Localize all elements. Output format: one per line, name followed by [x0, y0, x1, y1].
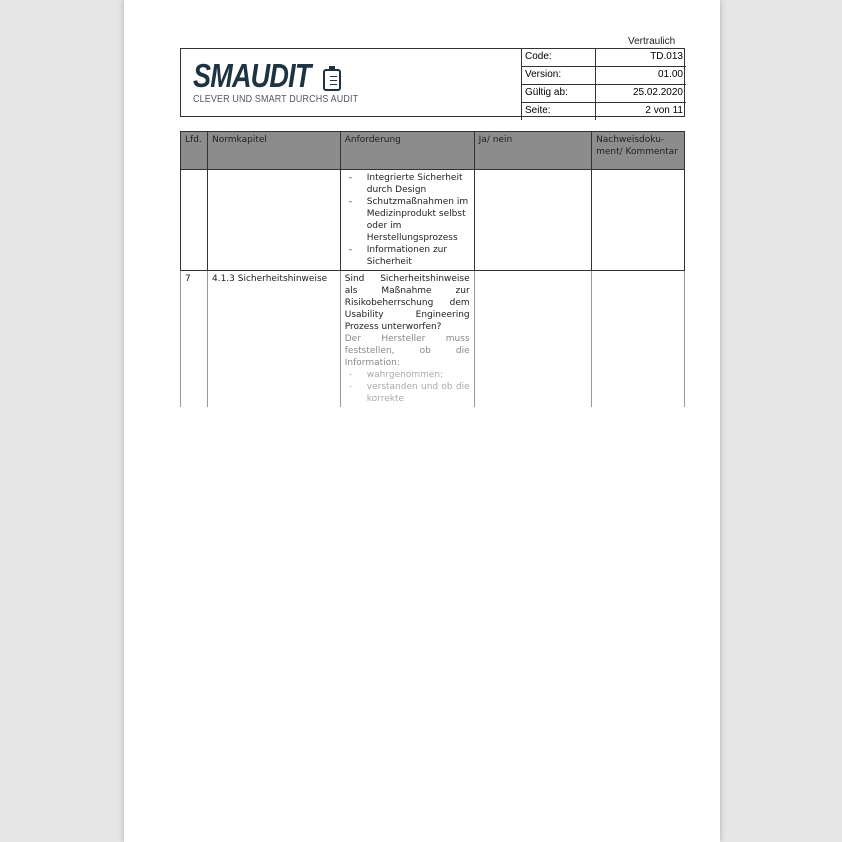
row-number: 7 [181, 271, 208, 408]
logo-tagline: CLEVER UND SMART DURCHS AUDIT [193, 93, 359, 105]
header-cell: Nachweisdoku-ment/ Kommentar [592, 132, 685, 170]
requirement-text: Der Hersteller muss feststellen, ob die Information: [344, 334, 470, 368]
logo-name: SMAUDIT [193, 57, 311, 94]
meta-value: 01.00 [657, 69, 683, 80]
table-row [181, 170, 685, 271]
meta-value: 25.02.2020 [632, 87, 683, 98]
meta-key: Code: [522, 49, 596, 66]
meta-key: Seite: [522, 103, 596, 120]
document-meta [521, 49, 686, 120]
table-row [181, 271, 685, 408]
logo [193, 57, 387, 105]
table-header-row [181, 132, 685, 170]
clipboard-icon [323, 69, 341, 91]
document-page [124, 0, 720, 842]
meta-value: TD.013 [650, 51, 683, 62]
header-cell: Lfd. [181, 132, 208, 170]
list-item: - verstanden und ob die korrekte [363, 381, 470, 405]
list-item: - wahrgenommen; [363, 369, 470, 381]
header-cell: Normkapitel [207, 132, 340, 170]
document-header [180, 48, 685, 117]
confidential-label: Vertraulich [628, 36, 676, 47]
audit-table [180, 131, 685, 407]
meta-value: 2 von 11 [645, 105, 683, 116]
meta-key: Gültig ab: [522, 85, 596, 102]
list-item: - Informationen zur Sicherheit [363, 244, 470, 268]
meta-key: Version: [522, 67, 596, 84]
header-cell: Ja/ nein [474, 132, 591, 170]
list-item: - Integrierte Sicherheit durch Design [363, 172, 470, 196]
norm-chapter: 4.1.3 Sicherheitshinweise [207, 271, 340, 408]
list-item: - Schutzmaßnahmen im Medizinprodukt selbst oder im Herstellungsprozess [363, 196, 470, 244]
requirement-text: Sind Sicherheitshinweise als Maßnahme zur Risikobeherrschung dem Usability Engineering Prozess unterworfen? [344, 274, 470, 332]
header-cell: Anforderung [340, 132, 474, 170]
